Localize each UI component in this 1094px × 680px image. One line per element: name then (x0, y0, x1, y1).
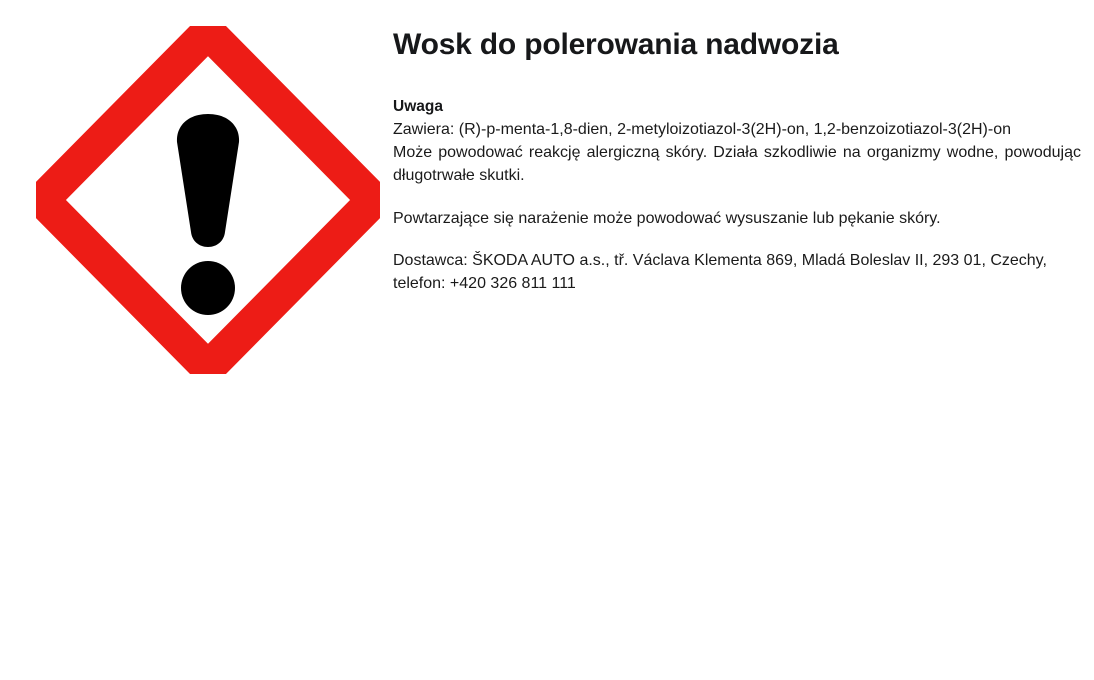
spacer (393, 188, 1081, 208)
page-title: Wosk do polerowania nadwozia (393, 28, 839, 61)
contains-statement: Zawiera: (R)-p-menta-1,8-dien, 2-metyloizotiazol-3(2H)-on, 1,2-benzoizotiazol-3(2H)-on (393, 121, 1012, 139)
supplier-info: Dostawca: ŠKODA AUTO a.s., tř. Václava Klementa 869, Mladá Boleslav II, 293 01, Czechy, telefon: +420 326 811 111 (393, 252, 1047, 293)
ghs07-exclamation-mark-icon (36, 26, 380, 374)
hazard-statements: Może powodować reakcję alergiczną skóry. Działa szkodliwie na organizmy wodne, powodując długotrwałe skutki. (393, 144, 1081, 184)
signal-word: Uwaga (393, 97, 443, 115)
label-text-block (393, 28, 1081, 296)
spacer (393, 230, 1081, 250)
precautionary-statement: Powtarzające się narażenie może powodować wysuszanie lub pękanie skóry. (393, 209, 941, 227)
